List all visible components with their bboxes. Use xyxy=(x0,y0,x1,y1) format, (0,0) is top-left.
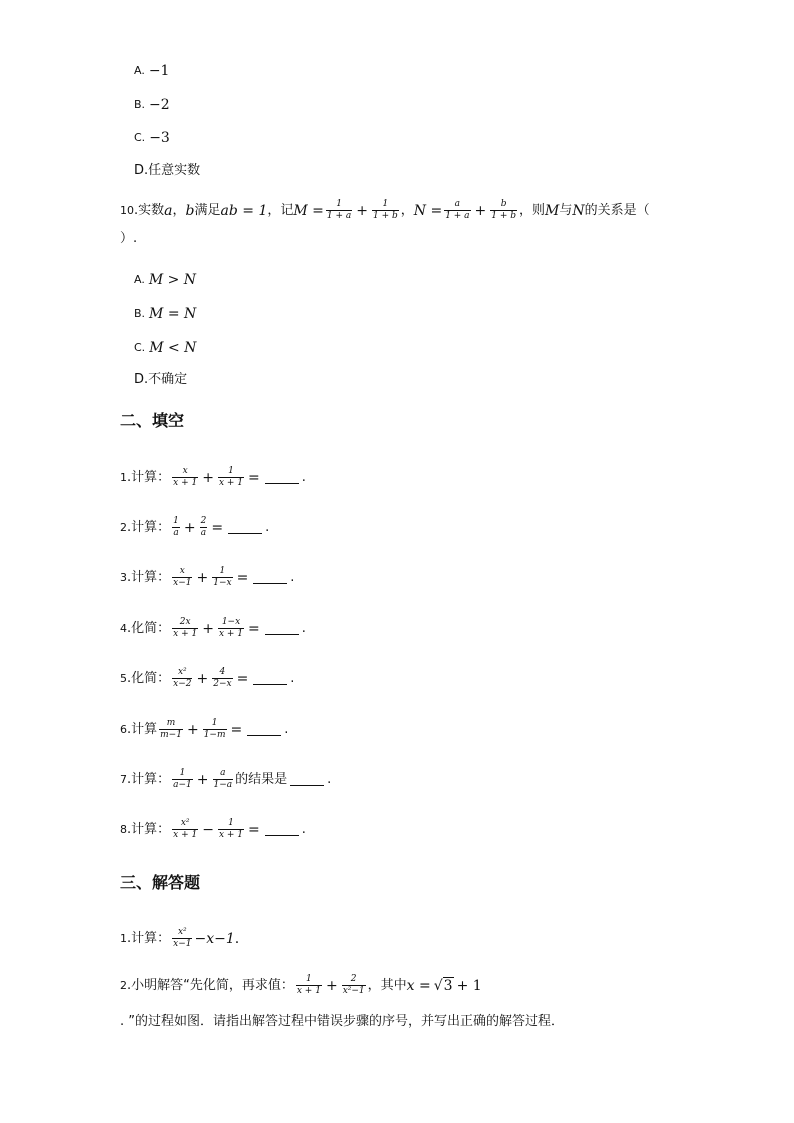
fraction: $\frac{a}{1-a}$ xyxy=(213,768,233,790)
answer-blank[interactable] xyxy=(253,672,287,685)
fill-question-1: 1 .计算： $\frac{x}{x + 1}$ + $\frac{1}{x + 1}$ = . xyxy=(120,466,306,488)
fill-question-8: 8 .计算： $\frac{\text{x²}}{x + 1}$ − $\frac{1}{x + 1}$ = . xyxy=(120,818,306,840)
answer-blank[interactable] xyxy=(247,723,281,736)
fill-question-3: 3 .计算： $\frac{x}{x-1}$ + $\frac{1}{1-x}$ = . xyxy=(120,566,295,588)
q9-option-d[interactable]: D. 任意实数 xyxy=(134,163,201,178)
square-root: √3 xyxy=(433,977,453,994)
fraction: $\frac{1}{1-x}$ xyxy=(213,566,232,588)
solve-question-2: 2 .小明解答“先化简，再求值： $\frac{1}{x + 1}$ + $\frac{2}{\text{x²−1}}$ ，其中 x = √3 + 1 xyxy=(120,974,482,996)
section-solve-title: 三、解答题 xyxy=(120,873,201,892)
fraction: $\frac{\text{x²}}{x + 1}$ xyxy=(173,818,198,840)
fraction: $\frac{1}{x + 1}$ xyxy=(218,466,244,488)
fraction: $\frac{1}{x + 1}$ xyxy=(296,974,321,996)
fill-question-4: 4 .化简： $\frac{2x}{x + 1}$ + $\frac{1-x}{x + 1}$ = . xyxy=(120,617,306,639)
fraction: $\frac{\text{x²}}{x-1}$ xyxy=(173,927,192,949)
fraction: $\frac{2}{a}$ xyxy=(200,516,207,538)
q10-option-a[interactable]: A. M > N xyxy=(134,272,197,288)
fraction: $\frac{1}{a}$ xyxy=(173,516,179,538)
fraction: $\frac{2x}{x + 1}$ xyxy=(173,617,198,639)
fraction: $\frac{1}{x + 1}$ xyxy=(218,818,244,840)
fraction: $\frac{1}{a-1}$ xyxy=(173,768,192,790)
answer-blank[interactable] xyxy=(253,571,287,584)
q9-option-b[interactable]: B. −2 xyxy=(134,97,170,113)
fraction: $\frac{m}{m-1}$ xyxy=(160,718,182,740)
fraction: $\frac{1-x}{x + 1}$ xyxy=(218,617,244,639)
fraction: $\frac{4}{2-x}$ xyxy=(213,667,232,689)
answer-blank[interactable] xyxy=(265,823,299,836)
answer-blank[interactable] xyxy=(290,773,324,786)
fill-question-2: 2 .计算： $\frac{1}{a}$ + $\frac{2}{a}$ = . xyxy=(120,516,270,538)
fraction: $\frac{b}{1 + b}$ xyxy=(491,199,517,221)
answer-blank[interactable] xyxy=(265,622,299,635)
fraction: $\frac{x}{x + 1}$ xyxy=(173,466,198,488)
fraction: $\frac{2}{\text{x²−1}}$ xyxy=(342,974,365,996)
q10-option-b[interactable]: B. M = N xyxy=(134,306,197,322)
fraction: $\frac{1}{1-m}$ xyxy=(203,718,226,740)
fraction: $\frac{1}{1 + a}$ xyxy=(326,199,352,221)
fill-question-6: 6 .计算 $\frac{m}{m-1}$ + $\frac{1}{1-m}$ = . xyxy=(120,718,289,740)
q9-option-c[interactable]: C. −3 xyxy=(134,130,170,146)
answer-blank[interactable] xyxy=(265,471,299,484)
solve-question-2-line2: . ”的过程如图．请指出解答过程中错误步骤的序号，并写出正确的解答过程． xyxy=(120,1014,564,1029)
q10-option-c[interactable]: C. M < N xyxy=(134,340,197,356)
question-10: 10 .实数 a ， b 满足 ab = 1 ，记 M = $\frac{1}{1 + a}$ + $\frac{1}{1 + b}$ ， N = $\frac{a}{1 + a}$ + $\frac{b}{1 + b}$ ，则 M 与 N 的关系是（ xyxy=(120,199,650,221)
fill-question-5: 5 .化简： $\frac{\text{x²}}{x-2}$ + $\frac{4}{2-x}$ = . xyxy=(120,667,295,689)
fraction: $\frac{a}{1 + a}$ xyxy=(445,199,470,221)
fraction: $\frac{x}{x-1}$ xyxy=(173,566,192,588)
fill-question-7: 7 .计算： $\frac{1}{a-1}$ + $\frac{a}{1-a}$ 的结果是 . xyxy=(120,768,332,790)
section-fill-title: 二、填空 xyxy=(120,411,185,430)
q9-option-a[interactable]: A. −1 xyxy=(134,63,170,79)
solve-question-1: 1 .计算： $\frac{\text{x²}}{x-1}$ −x−1 . xyxy=(120,927,240,949)
question-10-closing: ）. xyxy=(120,231,138,246)
fraction: $\frac{\text{x²}}{x-2}$ xyxy=(173,667,192,689)
answer-blank[interactable] xyxy=(228,521,262,534)
q10-option-d[interactable]: D. 不确定 xyxy=(134,372,188,387)
fraction: $\frac{1}{1 + b}$ xyxy=(372,199,398,221)
